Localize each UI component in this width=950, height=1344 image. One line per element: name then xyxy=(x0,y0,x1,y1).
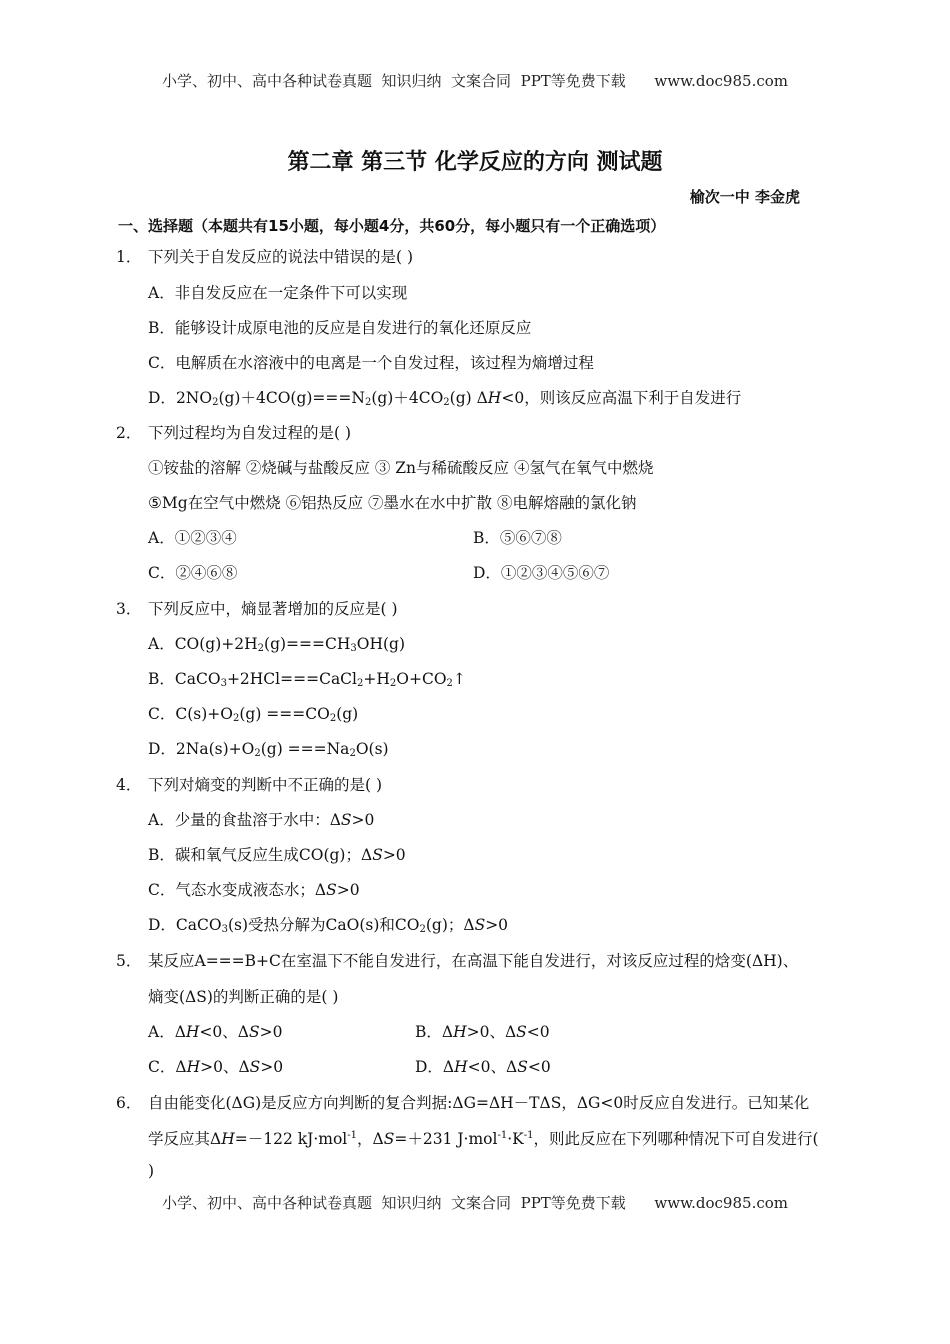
section-heading: 一、选择题（本题共有15小题，每小题4分，共60分，每小题只有一个正确选项） xyxy=(118,217,666,235)
option-a: A．少量的食盐溶于水中：ΔS>0 xyxy=(148,811,375,829)
option-c: C．电解质在水溶液中的电离是一个自发过程，该过程为熵增过程 xyxy=(148,354,594,372)
question-stem: 下列过程均为自发过程的是( ) xyxy=(148,424,352,442)
option-a: A．ΔH<0、ΔS>0 xyxy=(148,1023,283,1041)
option-c: C．②④⑥⑧ xyxy=(148,564,238,582)
item-list: ①铵盐的溶解 ②烧碱与盐酸反应 ③ Zn与稀硫酸反应 ④氢气在氧气中燃烧 xyxy=(148,459,654,477)
question-stem: 某反应A===B+C在室温下不能自发进行，在高温下能自发进行，对该反应过程的焓变(ΔH)、 xyxy=(148,952,799,970)
option-b: B．能够设计成原电池的反应是自发进行的氧化还原反应 xyxy=(148,319,532,337)
option-d: D．①②③④⑤⑥⑦ xyxy=(473,564,610,582)
item-list: ⑤Mg在空气中燃烧 ⑥铝热反应 ⑦墨水在水中扩散 ⑧电解熔融的氯化钠 xyxy=(148,494,637,512)
option-d: D．$2NO_2(g)+4CO(g)===N_2(g)+4CO_2(g)$ ΔH<0，则该反应高温下利于自发进行 xyxy=(148,389,742,408)
question-number: 3． xyxy=(116,600,142,618)
option-b: B．ΔH>0、ΔS<0 xyxy=(415,1023,550,1041)
question-stem-cont: ) xyxy=(148,1162,155,1180)
question-stem-cont: 熵变(ΔS)的判断正确的是( ) xyxy=(148,988,339,1006)
option-d: D．$2Na(s)+O_2(g) ===Na_2O(s)$ xyxy=(148,740,389,759)
question-number: 2． xyxy=(116,424,142,442)
option-b: B．碳和氧气反应生成CO(g)；ΔS>0 xyxy=(148,846,406,864)
question-number: 1． xyxy=(116,248,142,266)
option-b: B．$CaCO_3+2HCl===CaCl_2+H_2O+CO_2↑$ xyxy=(148,670,466,689)
question-stem: 下列反应中，熵显著增加的反应是( ) xyxy=(148,600,398,618)
question-stem: 下列关于自发反应的说法中错误的是( ) xyxy=(148,248,414,266)
option-c: C．ΔH>0、ΔS>0 xyxy=(148,1058,284,1076)
question-number: 4． xyxy=(116,776,142,794)
option-d: D．CaCO$_3$(s)受热分解为CaO(s)和$CO_2(g)$；ΔS>0 xyxy=(148,916,509,935)
option-c: C．气态水变成液态水；ΔS>0 xyxy=(148,881,360,899)
option-a: A．非自发反应在一定条件下可以实现 xyxy=(148,284,408,302)
question-stem: 自由能变化(ΔG)是反应方向判断的复合判据:ΔG=ΔH－TΔS，ΔG<0时反应自发进行。已知某化 xyxy=(148,1094,810,1112)
question-number: 6． xyxy=(116,1094,142,1112)
option-b: B．⑤⑥⑦⑧ xyxy=(473,529,562,547)
option-a: A．$CO(g)+2H_2(g)===CH_3OH(g)$ xyxy=(148,635,406,654)
question-number: 5． xyxy=(116,952,142,970)
option-c: C．$C(s)+O_2(g) ===CO_2(g)$ xyxy=(148,705,359,724)
option-d: D．ΔH<0、ΔS<0 xyxy=(415,1058,551,1076)
option-a: A．①②③④ xyxy=(148,529,237,547)
page-header: 小学、初中、高中各种试卷真题 知识归纳 文案合同 PPT等免费下载 www.doc985.com xyxy=(161,72,788,90)
question-stem: 下列对熵变的判断中不正确的是( ) xyxy=(148,776,383,794)
page-title: 第二章 第三节 化学反应的方向 测试题 xyxy=(287,150,663,175)
author-line: 榆次一中 李金虎 xyxy=(689,188,800,206)
question-stem-cont: 学反应其ΔH=－122 kJ·mol$^{-1}$，ΔS=＋231 $J\cdot mol^{-1}\cdot K^{-1}$，则此反应在下列哪种情况下可自发进行( xyxy=(148,1130,819,1148)
page-footer: 小学、初中、高中各种试卷真题 知识归纳 文案合同 PPT等免费下载 www.doc985.com xyxy=(161,1194,788,1212)
